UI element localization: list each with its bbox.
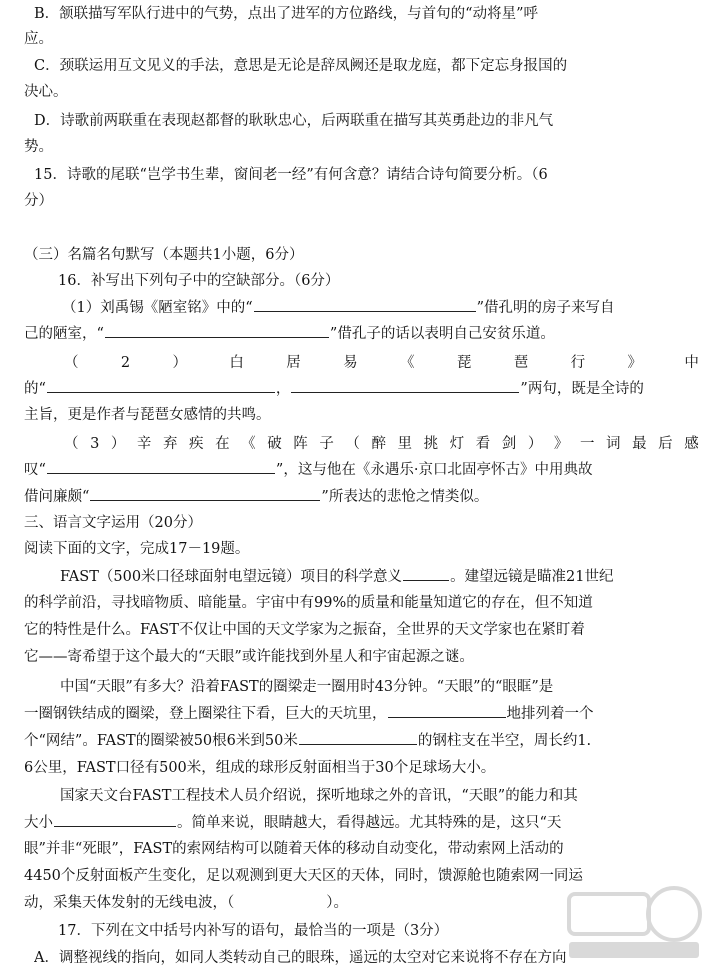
q16-item2-line3: 主旨，更是作者与琵琶女感情的共鸣。: [24, 407, 271, 423]
p3e-suffix: ）。: [326, 895, 348, 911]
section-heading-recitation: （三）名篇名句默写（本题共1小题，6分）: [24, 247, 304, 263]
passage-p1-line3: 它的特性是什么。FAST不仅让中国的天文学家为之振奋，全世界的天文学家也在紧盯着: [24, 622, 585, 638]
q16-item3-suffix2: ”所表达的悲怆之情类似。: [321, 489, 489, 505]
char: 3: [90, 436, 100, 452]
char: 破: [267, 436, 282, 452]
char: 疾: [189, 436, 204, 452]
q16-item1-line2: [24, 324, 717, 344]
option-17a: A．调整视线的指向，如同人类转动自己的眼珠，遥远的太空对它来说将不存在方向: [34, 950, 567, 966]
passage-p2-line2: [24, 704, 717, 724]
char: 看: [475, 436, 491, 452]
char: ）: [110, 436, 126, 452]
char: 行: [570, 355, 586, 371]
blank-4: [291, 391, 519, 393]
q16-item3-suffix: ”，这与他在《永遇乐·京口北固亭怀古》中用典故: [275, 462, 593, 478]
q16-item3-line2: [24, 460, 717, 480]
question-17: 17．下列在文中括号内补写的语句，最恰当的一项是（3分）: [58, 923, 449, 939]
option-b-line1: B．颔联描写军队行进中的气势，点出了进军的方位路线，与首句的“动将星”呼: [34, 6, 538, 22]
char: 在: [215, 436, 230, 452]
char: 弃: [162, 436, 178, 452]
passage-p3-line1: 国家天文台FAST工程技术人员介绍说，探听地球之外的音讯，“天眼”的能力和其: [60, 788, 578, 804]
blank-3: [47, 391, 275, 393]
char: ）: [527, 436, 543, 452]
p2c-suffix: 的钢柱支在半空，周长约1.: [417, 733, 592, 749]
passage-p3-line2: [24, 813, 717, 833]
p1-suffix: 。建望远镜是瞄准21世纪: [450, 569, 614, 585]
blank-5: [47, 472, 275, 474]
char: 白: [229, 355, 244, 371]
blank-passage-3: [299, 743, 417, 745]
char: 琵: [456, 355, 472, 371]
q16-item2-prefix: 的“: [24, 381, 46, 397]
char: 子: [319, 436, 334, 452]
passage-p3-line3: 眼”并非“死眼”，FAST的索网结构可以随着天体的移动自动变化，带动索网上活动的: [24, 841, 564, 857]
passage-p3-line4: 4450个反射面板产生变化，足以观测到更大天区的天体，同时，馈源舱也随索网一同运: [24, 868, 583, 884]
char: （: [345, 436, 360, 452]
option-d-line2: 势。: [24, 139, 53, 155]
char: 里: [397, 436, 413, 452]
part-three-heading: 三、语言文字运用（20分）: [24, 515, 202, 531]
blank-1: [254, 310, 476, 312]
option-c-line2: 决心。: [24, 84, 68, 100]
p2-prefix: 一圈钢铁结成的圈梁，登上圈梁往下看，巨大的天坑里，: [24, 706, 387, 722]
char: 后: [658, 436, 673, 452]
char: （: [64, 436, 79, 452]
q16-item3-prefix: 叹“: [24, 462, 46, 478]
char: 挑: [423, 436, 439, 452]
q16-item3-line1: [64, 434, 717, 454]
char: 》: [553, 436, 569, 452]
q16-item2-line2: [24, 379, 717, 399]
p2-suffix: 地排列着一个: [506, 706, 594, 722]
char: （: [64, 355, 79, 371]
p1-prefix: FAST（500米口径球面射电望远镜）项目的科学意义: [60, 569, 403, 585]
char: 》: [627, 355, 642, 371]
char: 辛: [136, 436, 152, 452]
char: 最: [632, 436, 647, 452]
passage-p1-line1: [60, 567, 717, 587]
char: 《: [241, 436, 256, 452]
p3-prefix: 大小: [24, 815, 53, 831]
q16-item1-line1: [62, 298, 717, 318]
q16-item1-prefix2: 己的陋室，“: [24, 326, 104, 342]
blank-passage-2: [388, 716, 506, 718]
p2c-prefix: 个“网结”。FAST的圈梁被50根6米到50米: [24, 733, 298, 749]
comma: ，: [275, 381, 291, 397]
char: 阵: [293, 436, 308, 452]
option-b-line2: 应。: [24, 31, 53, 47]
blank-passage-4: [54, 825, 176, 827]
char: 《: [399, 355, 415, 371]
q16-item1-suffix2: ”借孔子的话以表明自己安贫乐道。: [329, 326, 555, 342]
blank-6: [90, 499, 320, 501]
char: 灯: [449, 436, 465, 452]
question-15-line2: 分）: [24, 193, 53, 209]
char: 琶: [513, 355, 529, 371]
char: 2: [120, 355, 131, 371]
char: 居: [286, 355, 301, 371]
question-15-line1: 15．诗歌的尾联“岂学书生辈，窗间老一经”有何含意？请结合诗句简要分析。（6: [34, 167, 548, 183]
p3-suffix: 。简单来说，眼睛越大，看得越远。尤其特殊的是，这只“天: [177, 815, 562, 831]
reading-instruction: 阅读下面的文字，完成17－19题。: [24, 541, 250, 557]
q16-item2-line1: [64, 353, 717, 373]
char: 剑: [501, 436, 517, 452]
blank-2: [105, 336, 329, 338]
char: ）: [172, 355, 187, 371]
passage-p3-line5: [24, 893, 717, 913]
passage-p1-line2: 的科学前沿，寻找暗物质、暗能量。宇宙中有99%的质量和能量知道它的存在，但不知道: [24, 595, 593, 611]
q16-item3-prefix2: 借问廉颇“: [24, 489, 90, 505]
passage-p1-line4: 它——寄希望于这个最大的“天眼”或许能找到外星人和宇宙起源之谜。: [24, 649, 474, 665]
blank-passage-1: [403, 579, 449, 581]
passage-p2-line3: [24, 731, 717, 751]
q16-item2-suffix: ”两句，既是全诗的: [520, 381, 644, 397]
q16-item3-line3: [24, 487, 717, 507]
char: 醉: [371, 436, 386, 452]
char: 易: [343, 355, 358, 371]
option-d-line1: D．诗歌前两联重在表现赵都督的耿耿忠心，后两联重在描写其英勇赴边的非凡气: [34, 113, 554, 129]
p3e-prefix: 动，采集天体发射的无线电波，（: [24, 895, 235, 911]
q16-item1-suffix: ”借孔明的房子来写自: [476, 300, 615, 316]
option-c-line1: C．颈联运用互文见义的手法，意思是无论是辞凤阙还是取龙庭，都下定忘身报国的: [34, 58, 568, 74]
char: 一: [579, 436, 595, 452]
passage-p2-line1: 中国“天眼”有多大？沿着FAST的圈梁走一圈用时43分钟。“天眼”的“眼眶”是: [60, 679, 554, 695]
char: 中: [684, 355, 699, 371]
char: 词: [606, 436, 621, 452]
question-16: 16．补写出下列句子中的空缺部分。（6分）: [58, 273, 340, 289]
passage-p2-line4: 6公里，FAST口径有500米，组成的球形反射面相当于30个足球场大小。: [24, 760, 496, 776]
char: 感: [684, 436, 699, 452]
q16-item1-prefix: （1）刘禹锡《陋室铭》中的“: [62, 300, 253, 316]
